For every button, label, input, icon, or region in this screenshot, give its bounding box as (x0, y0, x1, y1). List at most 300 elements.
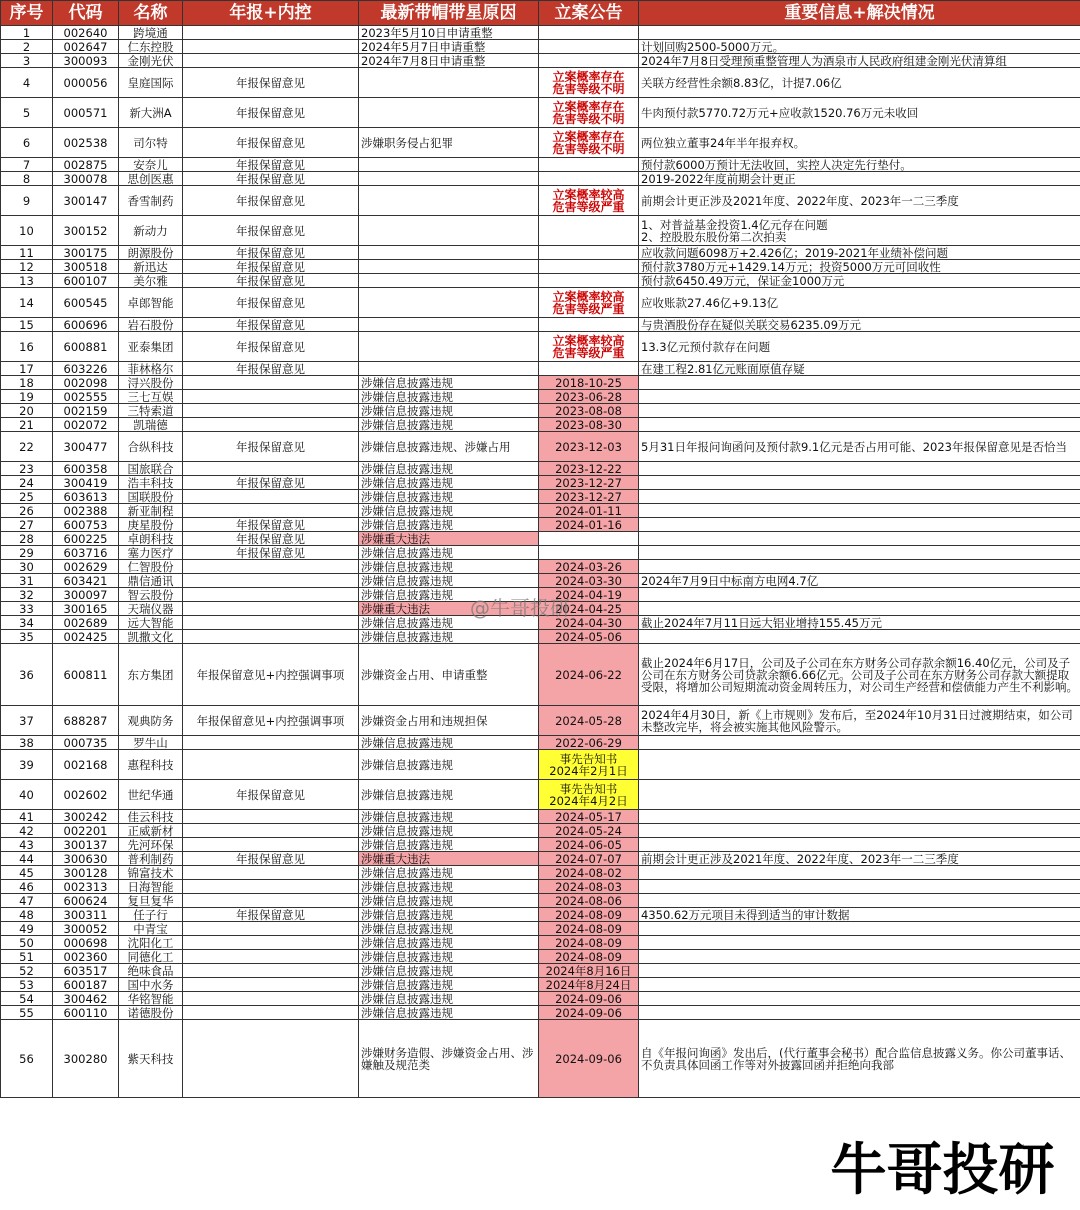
cell-code: 600545 (53, 288, 119, 318)
cell-code: 603517 (53, 964, 119, 978)
cell-audit: 年报保留意见 (183, 546, 359, 560)
cell-case: 事先告知书 2024年4月2日 (539, 780, 639, 810)
cell-code: 300097 (53, 588, 119, 602)
header-name: 名称 (119, 1, 183, 26)
cell-name: 凯瑞德 (119, 418, 183, 432)
cell-info: 截止2024年6月17日，公司及子公司在东方财务公司存款余额16.40亿元，公司及子公司在东方财务公司贷款余额6.66亿元。公司及子公司在东方财务公司存款大额提取受限，将增加公司短期流动资金周转压力，对公司生产经营和偿债能力产生不利影响。 (639, 644, 1080, 706)
cell-reason (359, 186, 539, 216)
cell-audit: 年报保留意见 (183, 158, 359, 172)
cell-info: 关联方经营性余额8.83亿，计提7.06亿 (639, 68, 1080, 98)
cell-reason: 涉嫌资金占用和违规担保 (359, 706, 539, 736)
cell-code: 002689 (53, 616, 119, 630)
cell-info (639, 560, 1080, 574)
cell-code: 300518 (53, 260, 119, 274)
cell-code: 002555 (53, 390, 119, 404)
header-reason: 最新带帽带星原因 (359, 1, 539, 26)
cell-audit: 年报保留意见 (183, 246, 359, 260)
cell-no: 9 (1, 186, 53, 216)
table-row (1, 810, 1080, 824)
table-row (1, 68, 1080, 98)
cell-no: 42 (1, 824, 53, 838)
cell-code: 002875 (53, 158, 119, 172)
cell-info (639, 810, 1080, 824)
table-row (1, 894, 1080, 908)
cell-name: 紫天科技 (119, 1020, 183, 1098)
table-row (1, 922, 1080, 936)
cell-code: 300477 (53, 432, 119, 462)
cell-reason: 涉嫌信息披露违规 (359, 736, 539, 750)
cell-name: 正威新材 (119, 824, 183, 838)
cell-reason: 2024年5月7日申请重整 (359, 40, 539, 54)
cell-case: 2023-12-27 (539, 490, 639, 504)
table-row (1, 750, 1080, 780)
cell-info: 2019-2022年度前期会计更正 (639, 172, 1080, 186)
cell-reason: 涉嫌重大违法 (359, 602, 539, 616)
cell-no: 8 (1, 172, 53, 186)
cell-name: 跨境通 (119, 26, 183, 40)
cell-info (639, 532, 1080, 546)
cell-no: 20 (1, 404, 53, 418)
cell-case: 2023-08-08 (539, 404, 639, 418)
cell-reason: 涉嫌信息披露违规 (359, 588, 539, 602)
cell-info (639, 518, 1080, 532)
cell-code: 603716 (53, 546, 119, 560)
table-row (1, 404, 1080, 418)
table-row (1, 630, 1080, 644)
cell-audit (183, 866, 359, 880)
cell-code: 000571 (53, 98, 119, 128)
cell-audit (183, 922, 359, 936)
cell-no: 3 (1, 54, 53, 68)
cell-info (639, 978, 1080, 992)
cell-info: 在建工程2.81亿元账面原值存疑 (639, 362, 1080, 376)
cell-no: 43 (1, 838, 53, 852)
cell-case: 2024-06-05 (539, 838, 639, 852)
cell-case: 2023-06-28 (539, 390, 639, 404)
cell-code: 600358 (53, 462, 119, 476)
cell-reason: 涉嫌信息披露违规 (359, 950, 539, 964)
cell-no: 41 (1, 810, 53, 824)
cell-no: 11 (1, 246, 53, 260)
cell-audit: 年报保留意见 (183, 318, 359, 332)
cell-no: 5 (1, 98, 53, 128)
cell-name: 鼎信通讯 (119, 574, 183, 588)
cell-name: 新亚制程 (119, 504, 183, 518)
cell-info (639, 404, 1080, 418)
table-row (1, 98, 1080, 128)
table-row (1, 362, 1080, 376)
cell-audit (183, 824, 359, 838)
cell-audit: 年报保留意见 (183, 362, 359, 376)
cell-reason (359, 216, 539, 246)
cell-name: 日海智能 (119, 880, 183, 894)
cell-reason (359, 362, 539, 376)
cell-reason: 涉嫌重大违法 (359, 532, 539, 546)
table-row (1, 546, 1080, 560)
cell-info (639, 630, 1080, 644)
cell-no: 24 (1, 476, 53, 490)
cell-info: 截止2024年7月11日远大铝业增持155.45万元 (639, 616, 1080, 630)
cell-reason: 涉嫌信息披露违规 (359, 546, 539, 560)
cell-code: 600881 (53, 332, 119, 362)
cell-name: 佳云科技 (119, 810, 183, 824)
cell-audit: 年报保留意见+内控强调事项 (183, 706, 359, 736)
cell-no: 13 (1, 274, 53, 288)
cell-info: 1、对普益基金投资1.4亿元存在问题 2、控股股东股份第二次拍卖 (639, 216, 1080, 246)
table-row (1, 866, 1080, 880)
cell-no: 29 (1, 546, 53, 560)
cell-case (539, 260, 639, 274)
cell-reason: 涉嫌信息披露违规 (359, 390, 539, 404)
cell-name: 美尔雅 (119, 274, 183, 288)
cell-no: 33 (1, 602, 53, 616)
cell-info (639, 476, 1080, 490)
cell-case (539, 318, 639, 332)
cell-audit (183, 992, 359, 1006)
cell-case: 立案概率存在 危害等级不明 (539, 68, 639, 98)
cell-no: 52 (1, 964, 53, 978)
cell-no: 27 (1, 518, 53, 532)
cell-code: 603421 (53, 574, 119, 588)
header-case: 立案公告 (539, 1, 639, 26)
table-row (1, 574, 1080, 588)
cell-case: 2024-05-17 (539, 810, 639, 824)
cell-info (639, 964, 1080, 978)
cell-reason: 涉嫌信息披露违规 (359, 574, 539, 588)
cell-name: 凯撒文化 (119, 630, 183, 644)
cell-code: 300078 (53, 172, 119, 186)
cell-case: 事先告知书 2024年2月1日 (539, 750, 639, 780)
cell-no: 18 (1, 376, 53, 390)
cell-name: 天瑞仪器 (119, 602, 183, 616)
cell-name: 诺德股份 (119, 1006, 183, 1020)
cell-case: 2022-06-29 (539, 736, 639, 750)
cell-info (639, 602, 1080, 616)
table-row (1, 838, 1080, 852)
cell-audit (183, 462, 359, 476)
cell-reason: 涉嫌重大违法 (359, 852, 539, 866)
cell-reason: 涉嫌信息披露违规 (359, 922, 539, 936)
table-row (1, 644, 1080, 706)
header-info: 重要信息+解决情况 (639, 1, 1080, 26)
cell-info (639, 936, 1080, 950)
cell-reason: 涉嫌信息披露违规 (359, 936, 539, 950)
cell-name: 中青宝 (119, 922, 183, 936)
cell-audit (183, 602, 359, 616)
cell-info (639, 838, 1080, 852)
cell-name: 卓郎智能 (119, 288, 183, 318)
cell-no: 16 (1, 332, 53, 362)
cell-audit: 年报保留意见 (183, 780, 359, 810)
cell-code: 600696 (53, 318, 119, 332)
cell-reason: 涉嫌职务侵占犯罪 (359, 128, 539, 158)
cell-code: 300280 (53, 1020, 119, 1098)
cell-reason: 涉嫌信息披露违规 (359, 560, 539, 574)
cell-code: 002629 (53, 560, 119, 574)
cell-name: 华铭智能 (119, 992, 183, 1006)
table-row (1, 518, 1080, 532)
cell-case (539, 172, 639, 186)
cell-reason: 涉嫌信息披露违规 (359, 894, 539, 908)
cell-case: 2024-05-28 (539, 706, 639, 736)
cell-audit (183, 404, 359, 418)
cell-case (539, 26, 639, 40)
cell-audit: 年报保留意见 (183, 532, 359, 546)
cell-reason: 涉嫌信息披露违规、涉嫌占用 (359, 432, 539, 462)
table-row (1, 390, 1080, 404)
cell-audit (183, 504, 359, 518)
cell-audit (183, 390, 359, 404)
cell-code: 600753 (53, 518, 119, 532)
cell-name: 绝味食品 (119, 964, 183, 978)
cell-info: 自《年报问询函》发出后，(代行董事会秘书）配合监信息披露义务。你公司董事话、不负责具体回函工作等对外披露回函并拒绝向我部 (639, 1020, 1080, 1098)
cell-audit (183, 1020, 359, 1098)
cell-case: 2024-05-06 (539, 630, 639, 644)
cell-code: 603613 (53, 490, 119, 504)
cell-case: 2024-03-30 (539, 574, 639, 588)
cell-name: 惠程科技 (119, 750, 183, 780)
table-row (1, 490, 1080, 504)
cell-reason: 涉嫌信息披露违规 (359, 476, 539, 490)
cell-case (539, 274, 639, 288)
cell-code: 000056 (53, 68, 119, 98)
cell-code: 002168 (53, 750, 119, 780)
header-code: 代码 (53, 1, 119, 26)
table-row (1, 26, 1080, 40)
cell-case: 2024-09-06 (539, 992, 639, 1006)
table-row (1, 172, 1080, 186)
cell-case: 2024-07-07 (539, 852, 639, 866)
cell-name: 世纪华通 (119, 780, 183, 810)
cell-info: 计划回购2500-5000万元。 (639, 40, 1080, 54)
cell-name: 三特索道 (119, 404, 183, 418)
cell-info (639, 992, 1080, 1006)
cell-name: 锦富技术 (119, 866, 183, 880)
cell-no: 23 (1, 462, 53, 476)
cell-case: 立案概率较高 危害等级严重 (539, 288, 639, 318)
cell-code: 002538 (53, 128, 119, 158)
cell-reason: 涉嫌信息披露违规 (359, 780, 539, 810)
cell-audit (183, 616, 359, 630)
cell-code: 300175 (53, 246, 119, 260)
cell-code: 002640 (53, 26, 119, 40)
cell-name: 安奈儿 (119, 158, 183, 172)
cell-code: 600107 (53, 274, 119, 288)
cell-reason: 涉嫌信息披露违规 (359, 490, 539, 504)
cell-info: 预付款3780万元+1429.14万元；投资5000万元可回收性 (639, 260, 1080, 274)
cell-info: 应收款问题6098万+2.426亿；2019-2021年业绩补偿问题 (639, 246, 1080, 260)
cell-no: 14 (1, 288, 53, 318)
cell-code: 002159 (53, 404, 119, 418)
cell-case: 2024-04-30 (539, 616, 639, 630)
cell-code: 300462 (53, 992, 119, 1006)
cell-code: 600624 (53, 894, 119, 908)
cell-no: 2 (1, 40, 53, 54)
table-row (1, 318, 1080, 332)
cell-case: 2024-05-24 (539, 824, 639, 838)
cell-reason: 涉嫌信息披露违规 (359, 462, 539, 476)
cell-info (639, 894, 1080, 908)
cell-name: 新动力 (119, 216, 183, 246)
cell-no: 55 (1, 1006, 53, 1020)
table-row (1, 504, 1080, 518)
cell-reason (359, 98, 539, 128)
cell-no: 40 (1, 780, 53, 810)
cell-code: 000735 (53, 736, 119, 750)
cell-case (539, 216, 639, 246)
table-row (1, 186, 1080, 216)
table-row (1, 950, 1080, 964)
cell-reason: 涉嫌信息披露违规 (359, 838, 539, 852)
cell-code: 300165 (53, 602, 119, 616)
cell-audit: 年报保留意见 (183, 260, 359, 274)
cell-code: 002388 (53, 504, 119, 518)
cell-no: 7 (1, 158, 53, 172)
cell-case (539, 532, 639, 546)
table-row (1, 736, 1080, 750)
cell-reason: 涉嫌资金占用、申请重整 (359, 644, 539, 706)
cell-reason (359, 318, 539, 332)
cell-audit (183, 1006, 359, 1020)
cell-no: 19 (1, 390, 53, 404)
cell-audit (183, 750, 359, 780)
table-row (1, 128, 1080, 158)
cell-info: 2024年7月8日受理预重整管理人为酒泉市人民政府组建金刚光伏清算组 (639, 54, 1080, 68)
cell-code: 300419 (53, 476, 119, 490)
cell-audit (183, 950, 359, 964)
cell-reason: 涉嫌信息披露违规 (359, 866, 539, 880)
cell-name: 罗牛山 (119, 736, 183, 750)
cell-info (639, 462, 1080, 476)
cell-audit: 年报保留意见 (183, 476, 359, 490)
cell-case (539, 54, 639, 68)
cell-case: 立案概率较高 危害等级严重 (539, 186, 639, 216)
cell-audit (183, 978, 359, 992)
cell-info (639, 1006, 1080, 1020)
cell-name: 普利制药 (119, 852, 183, 866)
table-row (1, 1020, 1080, 1098)
cell-info: 与贵酒股份存在疑似关联交易6235.09万元 (639, 318, 1080, 332)
cell-code: 002602 (53, 780, 119, 810)
table-row (1, 476, 1080, 490)
cell-no: 6 (1, 128, 53, 158)
cell-code: 300128 (53, 866, 119, 880)
cell-case: 2018-10-25 (539, 376, 639, 390)
cell-case: 2024-08-09 (539, 950, 639, 964)
cell-no: 12 (1, 260, 53, 274)
cell-code: 603226 (53, 362, 119, 376)
cell-code: 300137 (53, 838, 119, 852)
cell-code: 300093 (53, 54, 119, 68)
header-no: 序号 (1, 1, 53, 26)
table-row (1, 532, 1080, 546)
cell-code: 600225 (53, 532, 119, 546)
cell-no: 22 (1, 432, 53, 462)
cell-reason: 涉嫌信息披露违规 (359, 518, 539, 532)
cell-code: 600811 (53, 644, 119, 706)
cell-name: 国中水务 (119, 978, 183, 992)
cell-case: 立案概率较高 危害等级严重 (539, 332, 639, 362)
cell-reason (359, 260, 539, 274)
cell-no: 1 (1, 26, 53, 40)
cell-case: 2023-12-03 (539, 432, 639, 462)
cell-info: 5月31日年报问询函问及预付款9.1亿元是否占用可能、2023年报保留意见是否恰当 (639, 432, 1080, 462)
cell-info: 前期会计更正涉及2021年度、2022年度、2023年一二三季度 (639, 852, 1080, 866)
table-row (1, 936, 1080, 950)
cell-no: 31 (1, 574, 53, 588)
cell-no: 39 (1, 750, 53, 780)
cell-no: 26 (1, 504, 53, 518)
cell-no: 25 (1, 490, 53, 504)
cell-audit (183, 838, 359, 852)
cell-audit (183, 40, 359, 54)
cell-no: 17 (1, 362, 53, 376)
cell-case: 2024-09-06 (539, 1020, 639, 1098)
table-row (1, 432, 1080, 462)
cell-audit (183, 630, 359, 644)
cell-no: 46 (1, 880, 53, 894)
header-audit: 年报+内控 (183, 1, 359, 26)
cell-case: 2023-12-27 (539, 476, 639, 490)
cell-reason (359, 274, 539, 288)
cell-case: 2024-01-11 (539, 504, 639, 518)
cell-no: 36 (1, 644, 53, 706)
cell-name: 同德化工 (119, 950, 183, 964)
cell-audit (183, 588, 359, 602)
cell-name: 亚泰集团 (119, 332, 183, 362)
cell-name: 国旅联合 (119, 462, 183, 476)
cell-audit (183, 810, 359, 824)
cell-reason (359, 172, 539, 186)
cell-code: 002072 (53, 418, 119, 432)
cell-case: 2024-04-19 (539, 588, 639, 602)
cell-no: 47 (1, 894, 53, 908)
table-row (1, 964, 1080, 978)
cell-code: 300242 (53, 810, 119, 824)
cell-code: 300147 (53, 186, 119, 216)
cell-reason: 涉嫌信息披露违规 (359, 630, 539, 644)
brand-mark: 牛哥投研 (805, 1132, 1080, 1210)
table-row (1, 1006, 1080, 1020)
header-row (1, 1, 1080, 26)
cell-code: 002360 (53, 950, 119, 964)
cell-audit (183, 54, 359, 68)
cell-case: 2024-08-02 (539, 866, 639, 880)
cell-name: 朗源股份 (119, 246, 183, 260)
cell-no: 53 (1, 978, 53, 992)
cell-name: 三七互娱 (119, 390, 183, 404)
cell-reason: 涉嫌信息披露违规 (359, 504, 539, 518)
cell-case (539, 362, 639, 376)
cell-no: 10 (1, 216, 53, 246)
cell-reason: 涉嫌信息披露违规 (359, 824, 539, 838)
cell-name: 新大洲A (119, 98, 183, 128)
cell-code: 688287 (53, 706, 119, 736)
cell-info (639, 376, 1080, 390)
cell-info: 2024年7月9日中标南方电网4.7亿 (639, 574, 1080, 588)
cell-info: 牛肉预付款5770.72万元+应收款1520.76万元未收回 (639, 98, 1080, 128)
cell-name: 合纵科技 (119, 432, 183, 462)
cell-name: 皇庭国际 (119, 68, 183, 98)
table-row (1, 260, 1080, 274)
cell-reason: 2024年7月8日申请重整 (359, 54, 539, 68)
cell-reason (359, 288, 539, 318)
table-row (1, 246, 1080, 260)
table-row (1, 274, 1080, 288)
cell-info (639, 490, 1080, 504)
cell-info: 2024年4月30日，新《上市规则》发布后，至2024年10月31日过渡期结束，如公司未整改完毕，将会被实施其他风险警示。 (639, 706, 1080, 736)
cell-audit: 年报保留意见 (183, 432, 359, 462)
